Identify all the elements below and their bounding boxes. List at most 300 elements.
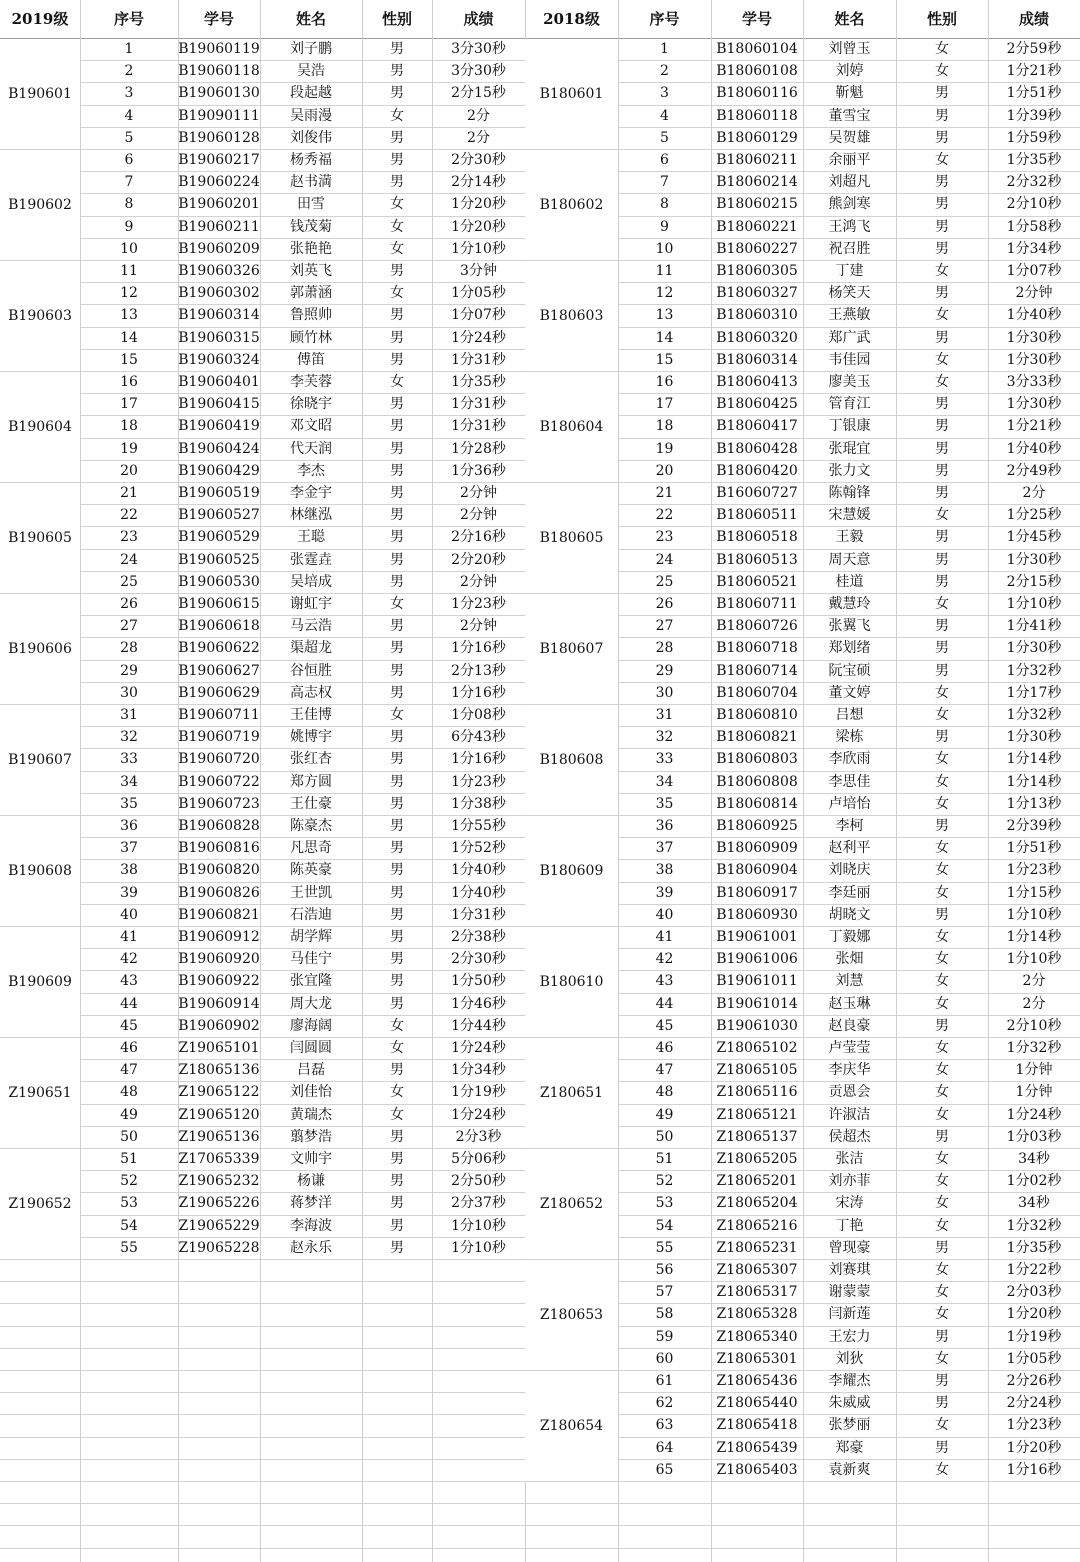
right-cell-seq[interactable]: 48 [655, 1084, 674, 1101]
right-cell-name[interactable]: 李耀杰 [828, 1373, 871, 1389]
left-cell-student-id[interactable]: B19060211 [178, 218, 260, 235]
right-cell-student-id[interactable]: Z18065403 [716, 1461, 798, 1478]
left-cell-score[interactable]: 5分06秒 [451, 1151, 506, 1167]
left-cell-gender[interactable]: 男 [390, 529, 404, 546]
left-cell-score[interactable]: 2分30秒 [451, 951, 506, 968]
right-cell-student-id[interactable]: Z18065121 [716, 1106, 798, 1123]
left-cell-score[interactable]: 1分24秒 [451, 329, 506, 346]
right-cell-name[interactable]: 董雪宝 [828, 107, 871, 124]
right-cell-student-id[interactable]: B19061030 [716, 1017, 798, 1034]
right-cell-score[interactable]: 1分17秒 [1006, 684, 1062, 701]
right-cell-name[interactable]: 阮宝硕 [828, 662, 871, 679]
left-cell-name[interactable]: 李海波 [290, 1217, 332, 1234]
left-cell-gender[interactable]: 男 [390, 1217, 404, 1234]
right-cell-score[interactable]: 1分15秒 [1006, 884, 1062, 901]
left-cell-score[interactable]: 2分14秒 [451, 174, 506, 191]
left-cell-seq[interactable]: 43 [120, 973, 138, 990]
left-cell-student-id[interactable]: B19060723 [178, 795, 260, 812]
right-cell-student-id[interactable]: B19061011 [716, 973, 798, 990]
right-cell-seq[interactable]: 23 [655, 529, 674, 546]
right-cell-gender[interactable]: 男 [935, 218, 949, 235]
right-cell-student-id[interactable]: B19061001 [716, 929, 798, 945]
right-cell-gender[interactable]: 男 [935, 485, 949, 501]
left-cell-gender[interactable]: 男 [390, 884, 404, 901]
left-cell-seq[interactable]: 29 [120, 662, 138, 679]
right-cell-student-id[interactable]: B18060810 [716, 707, 798, 723]
left-cell-student-id[interactable]: B19060618 [178, 618, 260, 635]
right-cell-seq[interactable]: 19 [655, 440, 674, 457]
right-cell-student-id[interactable]: Z18065340 [716, 1328, 798, 1345]
right-cell-seq[interactable]: 36 [655, 818, 674, 834]
left-cell-score[interactable]: 1分24秒 [451, 1040, 506, 1056]
right-cell-score[interactable]: 1分10秒 [1006, 596, 1062, 612]
left-cell-name[interactable]: 代天润 [290, 440, 332, 457]
left-cell-gender[interactable]: 男 [390, 551, 404, 568]
right-cell-score[interactable]: 2分15秒 [1006, 573, 1062, 590]
right-cell-student-id[interactable]: B18060310 [716, 307, 798, 324]
right-cell-score[interactable]: 2分 [1022, 995, 1046, 1012]
left-cell-name[interactable]: 张红杏 [290, 751, 332, 768]
left-cell-student-id[interactable]: Z19065226 [178, 1195, 260, 1212]
right-cell-score[interactable]: 2分26秒 [1006, 1373, 1062, 1389]
left-cell-gender[interactable]: 男 [390, 751, 404, 768]
left-cell-student-id[interactable]: B19060720 [178, 751, 260, 768]
right-cell-gender[interactable]: 男 [935, 1328, 949, 1345]
left-cell-gender[interactable]: 男 [390, 840, 404, 857]
left-cell-name[interactable]: 周大龙 [290, 995, 332, 1012]
right-cell-seq[interactable]: 61 [655, 1373, 674, 1389]
right-cell-name[interactable]: 刘超凡 [828, 174, 871, 191]
left-cell-score[interactable]: 2分钟 [460, 618, 497, 635]
right-cell-name[interactable]: 张梦丽 [828, 1417, 871, 1434]
left-cell-name[interactable]: 郭萧涵 [290, 285, 332, 302]
left-cell-gender[interactable]: 男 [390, 462, 404, 479]
left-cell-student-id[interactable]: B19060401 [178, 374, 260, 390]
right-cell-gender[interactable]: 女 [935, 507, 949, 524]
right-cell-seq[interactable]: 39 [655, 884, 674, 901]
right-cell-name[interactable]: 张琨宜 [828, 440, 871, 457]
left-cell-gender[interactable]: 男 [390, 818, 404, 834]
right-cell-student-id[interactable]: B18060320 [716, 329, 798, 346]
right-cell-student-id[interactable]: Z18065102 [716, 1040, 798, 1056]
right-cell-gender[interactable]: 女 [935, 1461, 949, 1478]
right-cell-student-id[interactable]: B18060420 [716, 462, 798, 479]
left-cell-student-id[interactable]: B19060914 [178, 995, 260, 1012]
right-cell-seq[interactable]: 58 [655, 1306, 674, 1323]
left-cell-name[interactable]: 赵永乐 [290, 1239, 332, 1256]
left-cell-seq[interactable]: 45 [120, 1017, 138, 1034]
right-cell-student-id[interactable]: B18060726 [716, 618, 798, 635]
left-cell-student-id[interactable]: B19060922 [178, 973, 260, 990]
left-cell-gender[interactable]: 男 [390, 1239, 404, 1256]
left-cell-student-id[interactable]: Z19065120 [178, 1106, 260, 1123]
left-cell-score[interactable]: 2分50秒 [451, 1173, 506, 1190]
left-cell-seq[interactable]: 44 [120, 995, 138, 1012]
right-cell-seq[interactable]: 18 [655, 418, 674, 435]
right-cell-student-id[interactable]: Z18065205 [716, 1151, 798, 1167]
left-cell-score[interactable]: 1分40秒 [451, 862, 506, 879]
left-cell-student-id[interactable]: B19060324 [178, 351, 260, 368]
right-cell-score[interactable]: 1分39秒 [1006, 107, 1062, 124]
left-cell-gender[interactable]: 男 [390, 485, 404, 501]
right-cell-gender[interactable]: 女 [935, 307, 949, 324]
left-cell-student-id[interactable]: B19060118 [178, 63, 260, 80]
left-cell-score[interactable]: 1分10秒 [451, 240, 506, 257]
right-cell-student-id[interactable]: Z18065418 [716, 1417, 798, 1434]
right-cell-gender[interactable]: 女 [935, 884, 949, 901]
right-cell-score[interactable]: 1分30秒 [1006, 351, 1062, 368]
right-cell-seq[interactable]: 60 [655, 1350, 674, 1367]
left-cell-gender[interactable]: 男 [390, 929, 404, 945]
left-cell-name[interactable]: 谢虹宇 [290, 596, 332, 612]
right-cell-score[interactable]: 1分20秒 [1006, 1306, 1062, 1323]
right-cell-name[interactable]: 丁艳 [835, 1217, 864, 1234]
right-cell-name[interactable]: 梁栋 [835, 729, 864, 746]
right-cell-seq[interactable]: 43 [655, 973, 674, 990]
right-cell-name[interactable]: 曾现豪 [828, 1239, 871, 1256]
left-cell-score[interactable]: 1分23秒 [451, 773, 506, 790]
right-cell-student-id[interactable]: B18060930 [716, 906, 798, 923]
left-cell-seq[interactable]: 35 [120, 795, 138, 812]
left-cell-seq[interactable]: 4 [124, 107, 134, 124]
right-cell-gender[interactable]: 男 [935, 1373, 949, 1389]
left-cell-seq[interactable]: 16 [120, 374, 138, 390]
left-cell-gender[interactable]: 男 [390, 129, 404, 146]
left-cell-student-id[interactable]: B19060314 [178, 307, 260, 324]
right-cell-name[interactable]: 刘狄 [835, 1350, 864, 1367]
right-cell-name[interactable]: 刘亦菲 [828, 1173, 871, 1190]
right-cell-gender[interactable]: 男 [935, 906, 949, 923]
right-cell-student-id[interactable]: Z18065204 [716, 1195, 798, 1212]
left-cell-name[interactable]: 刘子鹏 [290, 41, 332, 57]
left-cell-seq[interactable]: 46 [120, 1040, 138, 1056]
left-cell-gender[interactable]: 女 [390, 374, 404, 390]
left-cell-gender[interactable]: 男 [390, 1151, 404, 1167]
right-cell-score[interactable]: 1分32秒 [1006, 662, 1062, 679]
left-cell-name[interactable]: 渠超龙 [290, 640, 332, 657]
right-cell-name[interactable]: 张洁 [835, 1151, 864, 1167]
right-cell-gender[interactable]: 女 [935, 840, 949, 857]
left-cell-name[interactable]: 张霆垚 [290, 551, 332, 568]
right-cell-gender[interactable]: 女 [935, 929, 949, 945]
left-cell-gender[interactable]: 男 [390, 951, 404, 968]
right-cell-gender[interactable]: 女 [935, 351, 949, 368]
left-cell-score[interactable]: 1分16秒 [451, 640, 506, 657]
right-cell-seq[interactable]: 27 [655, 618, 674, 635]
left-cell-student-id[interactable]: Z19065232 [178, 1173, 260, 1190]
right-cell-student-id[interactable]: B18060118 [716, 107, 798, 124]
left-cell-student-id[interactable]: B19060816 [178, 840, 260, 857]
left-cell-seq[interactable]: 51 [120, 1151, 138, 1167]
right-cell-student-id[interactable]: B18060104 [716, 41, 798, 57]
right-cell-gender[interactable]: 女 [935, 374, 949, 390]
left-cell-gender[interactable]: 男 [390, 684, 404, 701]
right-cell-gender[interactable]: 女 [935, 1217, 949, 1234]
left-cell-student-id[interactable]: Z19065229 [178, 1217, 260, 1234]
left-cell-name[interactable]: 吕磊 [297, 1062, 325, 1079]
left-cell-name[interactable]: 王佳博 [290, 707, 332, 723]
right-cell-name[interactable]: 戴慧玲 [828, 596, 871, 612]
right-cell-student-id[interactable]: B18060904 [716, 862, 798, 879]
right-cell-score[interactable]: 2分 [1022, 485, 1046, 501]
left-cell-student-id[interactable]: B19060201 [178, 196, 260, 213]
right-cell-student-id[interactable]: B18060314 [716, 351, 798, 368]
left-cell-student-id[interactable]: B19060615 [178, 596, 260, 612]
left-cell-name[interactable]: 马佳宁 [290, 951, 332, 968]
right-cell-seq[interactable]: 29 [655, 662, 674, 679]
right-cell-seq[interactable]: 38 [655, 862, 674, 879]
right-cell-score[interactable]: 1分32秒 [1006, 1040, 1062, 1056]
left-cell-score[interactable]: 1分20秒 [451, 196, 506, 213]
right-cell-seq[interactable]: 44 [655, 995, 674, 1012]
right-cell-score[interactable]: 2分24秒 [1006, 1395, 1062, 1412]
left-cell-score[interactable]: 2分16秒 [451, 529, 506, 546]
right-cell-score[interactable]: 1分22秒 [1006, 1262, 1062, 1278]
left-cell-name[interactable]: 刘俊伟 [290, 129, 332, 146]
right-cell-student-id[interactable]: B18060116 [716, 85, 798, 102]
left-cell-score[interactable]: 1分20秒 [451, 218, 506, 235]
right-cell-gender[interactable]: 女 [935, 1417, 949, 1434]
left-cell-gender[interactable]: 男 [390, 573, 404, 590]
right-cell-seq[interactable]: 1 [660, 41, 669, 57]
right-cell-score[interactable]: 1分35秒 [1006, 152, 1062, 168]
left-cell-gender[interactable]: 男 [390, 418, 404, 435]
right-cell-seq[interactable]: 53 [655, 1195, 674, 1212]
left-cell-name[interactable]: 郑方圆 [290, 773, 332, 790]
right-cell-gender[interactable]: 女 [935, 951, 949, 968]
left-cell-name[interactable]: 马云浩 [290, 618, 332, 635]
right-cell-score[interactable]: 1分35秒 [1006, 1239, 1062, 1256]
left-cell-gender[interactable]: 女 [390, 240, 404, 257]
right-cell-student-id[interactable]: Z18065201 [716, 1173, 798, 1190]
left-cell-gender[interactable]: 女 [390, 1084, 404, 1101]
left-cell-score[interactable]: 1分05秒 [451, 285, 506, 302]
left-cell-seq[interactable]: 41 [120, 929, 138, 945]
right-cell-name[interactable]: 刘曾玉 [828, 41, 871, 57]
right-cell-student-id[interactable]: Z18065440 [716, 1395, 798, 1412]
left-cell-seq[interactable]: 55 [120, 1239, 138, 1256]
left-cell-seq[interactable]: 31 [120, 707, 138, 723]
left-cell-name[interactable]: 邓文昭 [290, 418, 332, 435]
right-cell-name[interactable]: 祝召胜 [828, 240, 871, 257]
left-cell-gender[interactable]: 男 [390, 396, 404, 413]
left-cell-gender[interactable]: 女 [390, 196, 404, 213]
right-cell-score[interactable]: 1分30秒 [1006, 640, 1062, 657]
left-cell-name[interactable]: 蒋梦洋 [290, 1195, 332, 1212]
right-cell-name[interactable]: 丁毅娜 [828, 929, 871, 945]
left-cell-seq[interactable]: 50 [120, 1128, 138, 1145]
right-cell-name[interactable]: 谢蒙蒙 [828, 1284, 871, 1301]
right-cell-name[interactable]: 李庆华 [828, 1062, 871, 1079]
right-cell-gender[interactable]: 女 [935, 995, 949, 1012]
right-cell-score[interactable]: 1分32秒 [1006, 707, 1062, 723]
right-cell-gender[interactable]: 女 [935, 707, 949, 723]
right-cell-gender[interactable]: 男 [935, 462, 949, 479]
right-cell-student-id[interactable]: B18060917 [716, 884, 798, 901]
right-cell-gender[interactable]: 男 [935, 551, 949, 568]
left-cell-score[interactable]: 1分31秒 [451, 906, 506, 923]
left-cell-seq[interactable]: 3 [124, 85, 134, 102]
left-cell-seq[interactable]: 22 [120, 507, 138, 524]
right-cell-score[interactable]: 1分40秒 [1006, 440, 1062, 457]
right-cell-seq[interactable]: 49 [655, 1106, 674, 1123]
left-cell-score[interactable]: 2分3秒 [455, 1128, 502, 1145]
left-cell-seq[interactable]: 13 [120, 307, 138, 324]
left-cell-score[interactable]: 1分19秒 [451, 1084, 506, 1101]
right-cell-student-id[interactable]: B18060129 [716, 129, 798, 146]
right-cell-seq[interactable]: 7 [660, 174, 669, 191]
right-cell-seq[interactable]: 65 [655, 1461, 674, 1478]
right-cell-name[interactable]: 李思佳 [828, 773, 871, 790]
right-cell-student-id[interactable]: Z18065436 [716, 1373, 798, 1389]
right-cell-seq[interactable]: 57 [655, 1284, 674, 1301]
right-cell-name[interactable]: 熊剑寒 [828, 196, 871, 213]
right-cell-seq[interactable]: 51 [655, 1151, 674, 1167]
right-cell-score[interactable]: 2分03秒 [1006, 1284, 1062, 1301]
left-cell-gender[interactable]: 男 [390, 351, 404, 368]
right-cell-name[interactable]: 胡晓文 [828, 906, 871, 923]
left-cell-student-id[interactable]: B19060912 [178, 929, 260, 945]
right-cell-gender[interactable]: 女 [935, 596, 949, 612]
right-cell-gender[interactable]: 男 [935, 529, 949, 546]
left-cell-name[interactable]: 刘佳怡 [290, 1084, 332, 1101]
left-cell-name[interactable]: 姚博宇 [290, 729, 332, 746]
right-cell-seq[interactable]: 15 [655, 351, 674, 368]
left-cell-name[interactable]: 吴雨漫 [290, 107, 332, 124]
right-cell-student-id[interactable]: B18060215 [716, 196, 798, 213]
right-cell-name[interactable]: 卢莹莹 [828, 1040, 871, 1056]
right-cell-seq[interactable]: 41 [655, 929, 674, 945]
right-cell-score[interactable]: 1分10秒 [1006, 906, 1062, 923]
right-cell-score[interactable]: 34秒 [1018, 1195, 1050, 1212]
left-cell-student-id[interactable]: B19060719 [178, 729, 260, 746]
right-cell-score[interactable]: 1分14秒 [1006, 773, 1062, 790]
left-cell-student-id[interactable]: B19060209 [178, 240, 260, 257]
right-cell-score[interactable]: 1分21秒 [1006, 63, 1062, 80]
right-cell-score[interactable]: 1分14秒 [1006, 929, 1062, 945]
left-cell-score[interactable]: 1分36秒 [451, 462, 506, 479]
left-cell-gender[interactable]: 男 [390, 263, 404, 279]
right-cell-seq[interactable]: 31 [655, 707, 674, 723]
left-cell-score[interactable]: 1分31秒 [451, 418, 506, 435]
left-cell-gender[interactable]: 男 [390, 41, 404, 57]
left-cell-score[interactable]: 1分10秒 [451, 1217, 506, 1234]
right-cell-gender[interactable]: 女 [935, 1306, 949, 1323]
right-cell-score[interactable]: 1分02秒 [1006, 1173, 1062, 1190]
left-cell-seq[interactable]: 53 [120, 1195, 138, 1212]
right-cell-student-id[interactable]: B18060221 [716, 218, 798, 235]
right-cell-name[interactable]: 董文婷 [828, 684, 871, 701]
right-cell-student-id[interactable]: Z18065307 [716, 1262, 798, 1278]
left-cell-student-id[interactable]: B19060622 [178, 640, 260, 657]
right-cell-name[interactable]: 赵玉琳 [828, 995, 871, 1012]
right-cell-name[interactable]: 刘赛琪 [828, 1262, 871, 1278]
right-cell-score[interactable]: 1分23秒 [1006, 1417, 1062, 1434]
left-cell-student-id[interactable]: B19060302 [178, 285, 260, 302]
right-cell-score[interactable]: 1分32秒 [1006, 1217, 1062, 1234]
right-cell-student-id[interactable]: Z18065105 [716, 1062, 798, 1079]
left-cell-score[interactable]: 2分 [467, 129, 490, 146]
left-cell-gender[interactable]: 男 [390, 63, 404, 80]
left-cell-gender[interactable]: 男 [390, 174, 404, 191]
left-cell-score[interactable]: 1分16秒 [451, 684, 506, 701]
left-cell-name[interactable]: 凡思奇 [290, 840, 332, 857]
right-cell-gender[interactable]: 男 [935, 1017, 949, 1034]
left-cell-name[interactable]: 胡学辉 [290, 929, 332, 945]
left-cell-score[interactable]: 1分44秒 [451, 1017, 506, 1034]
right-cell-student-id[interactable]: B19061014 [716, 995, 798, 1012]
right-cell-student-id[interactable]: B18060413 [716, 374, 798, 390]
right-cell-gender[interactable]: 男 [935, 573, 949, 590]
right-cell-seq[interactable]: 20 [655, 462, 674, 479]
left-cell-name[interactable]: 王仕豪 [290, 795, 332, 812]
right-cell-name[interactable]: 刘晓庆 [828, 862, 871, 879]
left-cell-score[interactable]: 2分 [467, 107, 490, 124]
right-cell-gender[interactable]: 男 [935, 1395, 949, 1412]
right-cell-student-id[interactable]: B18060305 [716, 263, 798, 279]
left-cell-student-id[interactable]: B19060920 [178, 951, 260, 968]
right-cell-name[interactable]: 贡恩会 [828, 1084, 871, 1101]
left-cell-name[interactable]: 翦梦浩 [290, 1128, 332, 1145]
left-cell-student-id[interactable]: B19060326 [178, 263, 260, 279]
right-cell-student-id[interactable]: B18060428 [716, 440, 798, 457]
right-cell-gender[interactable]: 男 [935, 129, 949, 146]
left-cell-name[interactable]: 谷恒胜 [290, 662, 332, 679]
left-cell-seq[interactable]: 34 [120, 773, 138, 790]
right-cell-gender[interactable]: 女 [935, 1151, 949, 1167]
left-cell-name[interactable]: 傅笛 [297, 351, 325, 368]
right-cell-seq[interactable]: 8 [660, 196, 669, 213]
right-cell-gender[interactable]: 女 [935, 973, 949, 990]
right-cell-student-id[interactable]: Z18065439 [716, 1439, 798, 1456]
left-cell-score[interactable]: 1分52秒 [451, 840, 506, 857]
right-cell-student-id[interactable]: Z18065116 [716, 1084, 798, 1101]
left-cell-gender[interactable]: 男 [390, 795, 404, 812]
right-cell-seq[interactable]: 33 [655, 751, 674, 768]
right-cell-seq[interactable]: 11 [655, 263, 674, 279]
right-cell-score[interactable]: 1分51秒 [1006, 840, 1062, 857]
right-cell-seq[interactable]: 47 [655, 1062, 674, 1079]
right-cell-score[interactable]: 1分51秒 [1006, 85, 1062, 102]
right-cell-student-id[interactable]: B18060821 [716, 729, 798, 746]
left-cell-score[interactable]: 1分35秒 [451, 374, 506, 390]
left-cell-seq[interactable]: 40 [120, 906, 138, 923]
right-cell-gender[interactable]: 男 [935, 396, 949, 413]
right-cell-gender[interactable]: 女 [935, 1040, 949, 1056]
left-cell-name[interactable]: 赵书満 [290, 174, 332, 191]
left-cell-name[interactable]: 鲁照帅 [290, 307, 332, 324]
right-cell-score[interactable]: 1分59秒 [1006, 129, 1062, 146]
right-cell-score[interactable]: 1分03秒 [1006, 1128, 1062, 1145]
right-cell-name[interactable]: 吴贺雄 [828, 129, 871, 146]
right-cell-gender[interactable]: 女 [935, 1195, 949, 1212]
right-cell-gender[interactable]: 女 [935, 1173, 949, 1190]
left-cell-score[interactable]: 1分34秒 [451, 1062, 506, 1079]
left-cell-name[interactable]: 石浩迪 [290, 906, 332, 923]
right-cell-gender[interactable]: 男 [935, 174, 949, 191]
right-cell-score[interactable]: 1分23秒 [1006, 862, 1062, 879]
left-cell-name[interactable]: 顾竹林 [290, 329, 332, 346]
left-cell-gender[interactable]: 女 [390, 707, 404, 723]
right-cell-score[interactable]: 1分19秒 [1006, 1328, 1062, 1345]
right-cell-name[interactable]: 王鸿飞 [828, 218, 871, 235]
right-cell-seq[interactable]: 14 [655, 329, 674, 346]
right-cell-seq[interactable]: 22 [655, 507, 674, 524]
left-cell-gender[interactable]: 男 [390, 773, 404, 790]
left-cell-student-id[interactable]: B19060530 [178, 573, 260, 590]
left-cell-seq[interactable]: 54 [120, 1217, 138, 1234]
left-cell-score[interactable]: 2分钟 [460, 485, 497, 501]
